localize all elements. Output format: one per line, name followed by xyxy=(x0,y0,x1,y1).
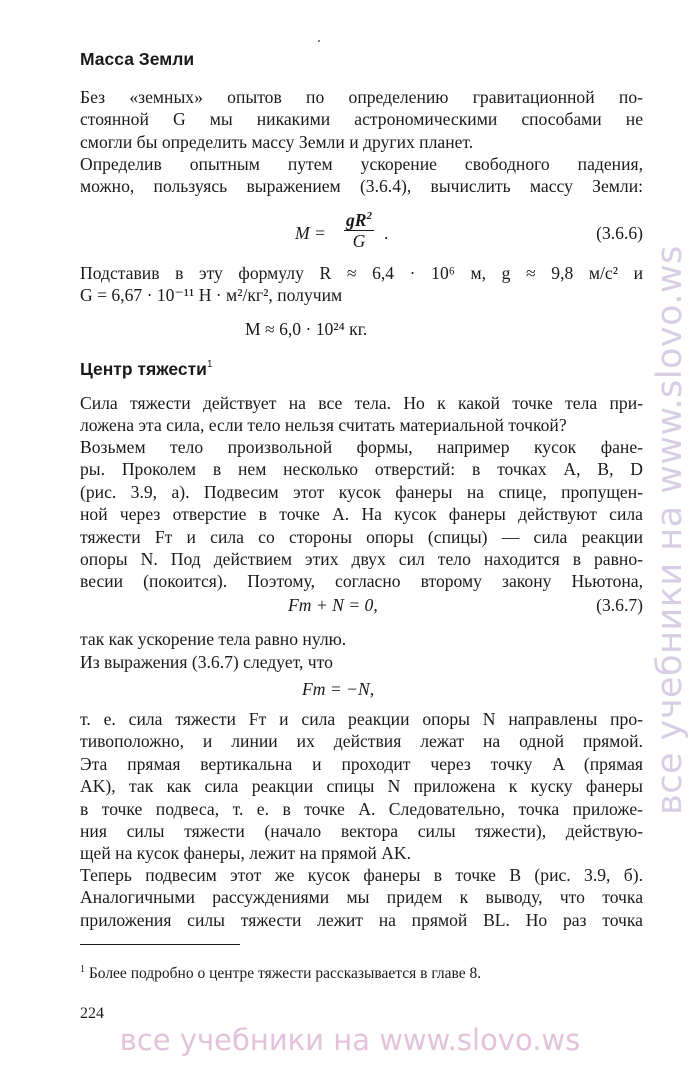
text-line: (рис. 3.9, а). Подвесим этот кусок фанеры на спице, пропущен- xyxy=(80,481,643,502)
text-line: AK), так как сила реакции спицы N приложена к куску фанеры xyxy=(80,776,643,797)
paragraph-gravity-applied xyxy=(80,392,643,437)
footnote-mark: 1 xyxy=(80,964,85,975)
equation-3-6-7 xyxy=(80,594,643,626)
text-line: ложена эта сила, если тело нельзя считать материальной точкой? xyxy=(80,415,567,436)
footnote xyxy=(80,965,481,983)
watermark-vertical xyxy=(640,140,700,920)
equation-body: Fт + N = 0, xyxy=(288,595,378,615)
text-line: в точке подвеса, т. е. в точке A. Следовательно, точка приложе- xyxy=(80,798,643,819)
paragraph-compute-mass xyxy=(80,153,643,198)
text-line: Возьмем тело произвольной формы, например кусок фане- xyxy=(80,437,643,457)
equation-body: Fт = −N, xyxy=(302,679,375,699)
fraction-exponent: 2 xyxy=(366,210,373,222)
text-line: щей на кусок фанеры, лежит на прямой AK. xyxy=(80,843,412,864)
section-heading-text: Центр тяжести xyxy=(80,359,207,379)
footnote-text: Более подробно о центре тяжести рассказывается в главе 8. xyxy=(88,965,482,982)
equation-number: (3.6.7) xyxy=(596,595,643,615)
print-speck xyxy=(318,40,320,42)
fraction-denominator: G xyxy=(352,231,366,251)
section-heading-text: Масса Земли xyxy=(80,49,195,69)
paragraph-gravitational-constant xyxy=(80,86,643,153)
text-line: так как ускорение тела равно нулю. xyxy=(80,629,347,649)
text-line: G = 6,67 · 10⁻¹¹ Н · м²/кг², получим xyxy=(80,285,343,306)
text-line: Определив опытным путем ускорение свободного падения, xyxy=(80,154,643,174)
equation-earth-mass-result xyxy=(80,318,643,350)
text-line: тяжести Fт и сила со стороны опоры (спицы) — сила реакции xyxy=(80,526,643,547)
text-line: стоянной G мы никакими астрономическими способами не xyxy=(80,109,643,130)
text-line: Из выражения (3.6.7) следует, что xyxy=(80,652,333,672)
paragraph-zero-acceleration xyxy=(80,628,643,650)
text-line: ной через отверстие в точке A. На кусок фанеры действуют сила xyxy=(80,504,643,525)
fraction-numerator: gR xyxy=(346,210,367,230)
result-text: M ≈ 6,0 · 10²⁴ кг. xyxy=(245,319,368,339)
text-line: Теперь подвесим этот же кусок фанеры в точке B (рис. 3.9, б). xyxy=(80,865,643,885)
page-number: 224 xyxy=(80,1005,104,1022)
text-line: Подставив в эту формулу R ≈ 6,4 · 10⁶ м, g ≈ 9,8 м/с² и xyxy=(80,263,643,283)
equation-fraction xyxy=(344,210,374,251)
paragraph-substitution xyxy=(80,262,643,307)
paragraph-follows xyxy=(80,651,643,673)
paragraph-line-of-action xyxy=(80,708,643,865)
text-line: т. е. сила тяжести Fт и сила реакции опоры N направлены про- xyxy=(80,709,643,729)
equation-number: (3.6.6) xyxy=(596,223,643,243)
paragraph-plywood-experiment xyxy=(80,436,643,593)
equation-period: . xyxy=(384,223,389,243)
text-line: Сила тяжести действует на все тела. Но к какой точке тела при- xyxy=(80,393,643,413)
text-line: Без «земных» опытов по определению гравитационной по- xyxy=(80,87,643,107)
text-line: приложения силы тяжести лежит на прямой BL. Но раз точка xyxy=(80,909,643,930)
text-line: ния силы тяжести (начало вектора силы тяжести), действую- xyxy=(80,820,643,841)
text-line: опоры N. Под действием этих двух сил тело находится в равно- xyxy=(80,548,643,569)
text-line: ры. Проколем в нем несколько отверстий: в точках A, B, D xyxy=(80,459,643,480)
text-line: весии (покоится). Поэтому, согласно второму закону Ньютона, xyxy=(80,571,643,592)
text-line: смогли бы определить массу Земли и других планет. xyxy=(80,131,474,152)
text-line: Эта прямая вертикальна и проходит через точку A (прямая xyxy=(80,753,643,774)
equation-3-6-6 xyxy=(80,212,643,260)
text-line: тивоположно, и линии их действия лежат на одной прямой. xyxy=(80,731,643,752)
text-line: Аналогичными рассуждениями мы придем к выводу, что точка xyxy=(80,887,643,908)
equation-lhs: M = xyxy=(295,223,326,243)
section-heading-earth-mass xyxy=(80,48,194,70)
section-heading-center-of-gravity xyxy=(80,358,213,380)
text-line: можно, пользуясь выражением (3.6.4), вычислить массу Земли: xyxy=(80,176,643,197)
watermark-vertical-text: все учебники на www.slovo.ws xyxy=(650,245,690,815)
footnote-divider xyxy=(80,944,240,945)
footnote-reference: 1 xyxy=(206,359,213,370)
watermark-bottom: все учебники на www.slovo.ws xyxy=(119,1023,581,1057)
equation-force-balance xyxy=(80,678,643,710)
paragraph-second-suspension xyxy=(80,864,643,931)
